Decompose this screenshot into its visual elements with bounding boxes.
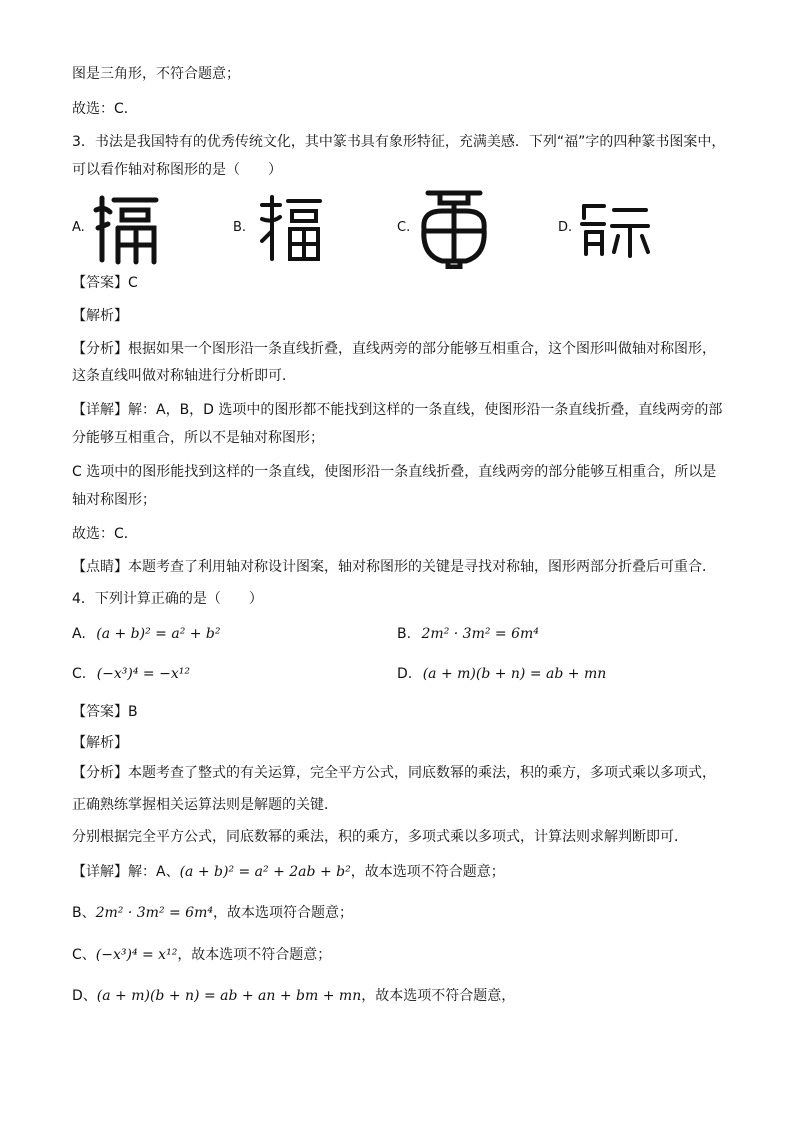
option-d-label: D.	[558, 220, 573, 235]
detail-4-b-expr: 2m² · 3m² = 6m⁴	[95, 905, 213, 921]
comment-3: 【点睛】本题考查了利用轴对称设计图案，轴对称图形的关键是寻找对称轴，图形两部分折叠后可重合．	[72, 559, 716, 575]
analysis-3-text-2: 这条直线叫做对称轴进行分析即可．	[72, 368, 296, 384]
detail-4-c-suffix: ，故本选项不符合题意；	[177, 947, 332, 963]
detail-4-c-expr: (−x³)⁴ = x¹²	[95, 947, 178, 963]
detail-4-a-expr: (a + b)² = a² + 2ab + b²	[179, 864, 351, 880]
detail-4-b-suffix: ，故本选项符合题意；	[212, 905, 353, 921]
seal-character-d-image	[578, 198, 652, 258]
analysis-3-heading: 【解析】	[72, 308, 128, 324]
detail-4-d-expr: (a + m)(b + n) = ab + an + bm + mn	[96, 988, 362, 1004]
detail-3-text-4: 轴对称图形；	[72, 492, 156, 508]
q4-option-a-expr: (a + b)² = a² + b²	[96, 626, 221, 642]
seal-character-c-image	[414, 187, 494, 269]
detail-3-text-2: 分能够互相重合，所以不是轴对称图形；	[72, 430, 324, 446]
analysis-3-text: 【分析】根据如果一个图形沿一条直线折叠，直线两旁的部分能够互相重合，这个图形叫做轴对称图形，	[72, 341, 716, 357]
q4-option-c-label: C.	[72, 666, 87, 682]
answer-3: 【答案】C	[72, 275, 138, 291]
detail-4-d-suffix: ，故本选项不符合题意，	[361, 988, 516, 1004]
q4-option-a-label: A.	[72, 626, 86, 642]
detail-4-c-prefix: C、	[72, 947, 96, 963]
detail-4-d-prefix: D、	[72, 988, 97, 1004]
detail-3-text: 【详解】解：A，B，D 选项中的图形都不能找到这样的一条直线，使图形沿一条直线折叠，直线两旁的部	[72, 402, 723, 418]
seal-character-b-image	[256, 193, 326, 263]
detail-3-text-3: C 选项中的图形能找到这样的一条直线，使图形沿一条直线折叠，直线两旁的部分能够互相重合，所以是	[72, 464, 717, 480]
analysis-4-heading: 【解析】	[72, 735, 128, 751]
option-c-label: C.	[397, 220, 411, 235]
question-3-stem-2: 可以看作轴对称图形的是（ ）	[72, 162, 282, 178]
q4-option-b	[397, 624, 539, 644]
detail-4-b-prefix: B、	[72, 905, 96, 921]
detail-4-a	[72, 862, 505, 882]
detail-4-b	[72, 903, 353, 923]
text-line: 图是三角形，不符合题意；	[72, 66, 240, 82]
q4-option-a	[72, 624, 221, 644]
detail-4-d	[72, 986, 515, 1006]
q4-option-d	[397, 664, 606, 684]
answer-4: 【答案】B	[72, 704, 138, 720]
q4-option-b-expr: 2m² · 3m² = 6m⁴	[421, 626, 539, 642]
q4-option-b-label: B.	[397, 626, 412, 642]
option-a-label: A.	[72, 220, 85, 235]
choose-3: 故选：C．	[72, 526, 138, 542]
detail-4-a-suffix: ，故本选项不符合题意；	[350, 864, 505, 880]
analysis-4-text: 【分析】本题考查了整式的有关运算，完全平方公式，同底数幂的乘法，积的乘方，多项式乘以多项式，	[72, 765, 716, 781]
seal-character-a-image	[92, 190, 164, 265]
q4-option-c	[72, 664, 190, 684]
option-b-label: B.	[233, 220, 247, 235]
q4-option-d-label: D.	[397, 666, 413, 682]
question-4-stem: 4．下列计算正确的是（ ）	[72, 591, 263, 607]
detail-4-a-prefix: 【详解】解：A、	[72, 864, 180, 880]
q4-option-d-expr: (a + m)(b + n) = ab + mn	[422, 666, 607, 682]
analysis-4-text-3: 分别根据完全平方公式，同底数幂的乘法，积的乘方，多项式乘以多项式，计算法则求解判断即可．	[72, 829, 688, 845]
detail-4-c	[72, 945, 331, 965]
q4-option-c-expr: (−x³)⁴ = −x¹²	[96, 666, 190, 682]
text-line: 故选：C．	[72, 101, 138, 117]
analysis-4-text-2: 正确熟练掌握相关运算法则是解题的关键．	[72, 797, 338, 813]
question-3-stem: 3．书法是我国特有的优秀传统文化，其中篆书具有象形特征，充满美感．下列“福”字的四种篆书图案中，	[72, 134, 726, 150]
